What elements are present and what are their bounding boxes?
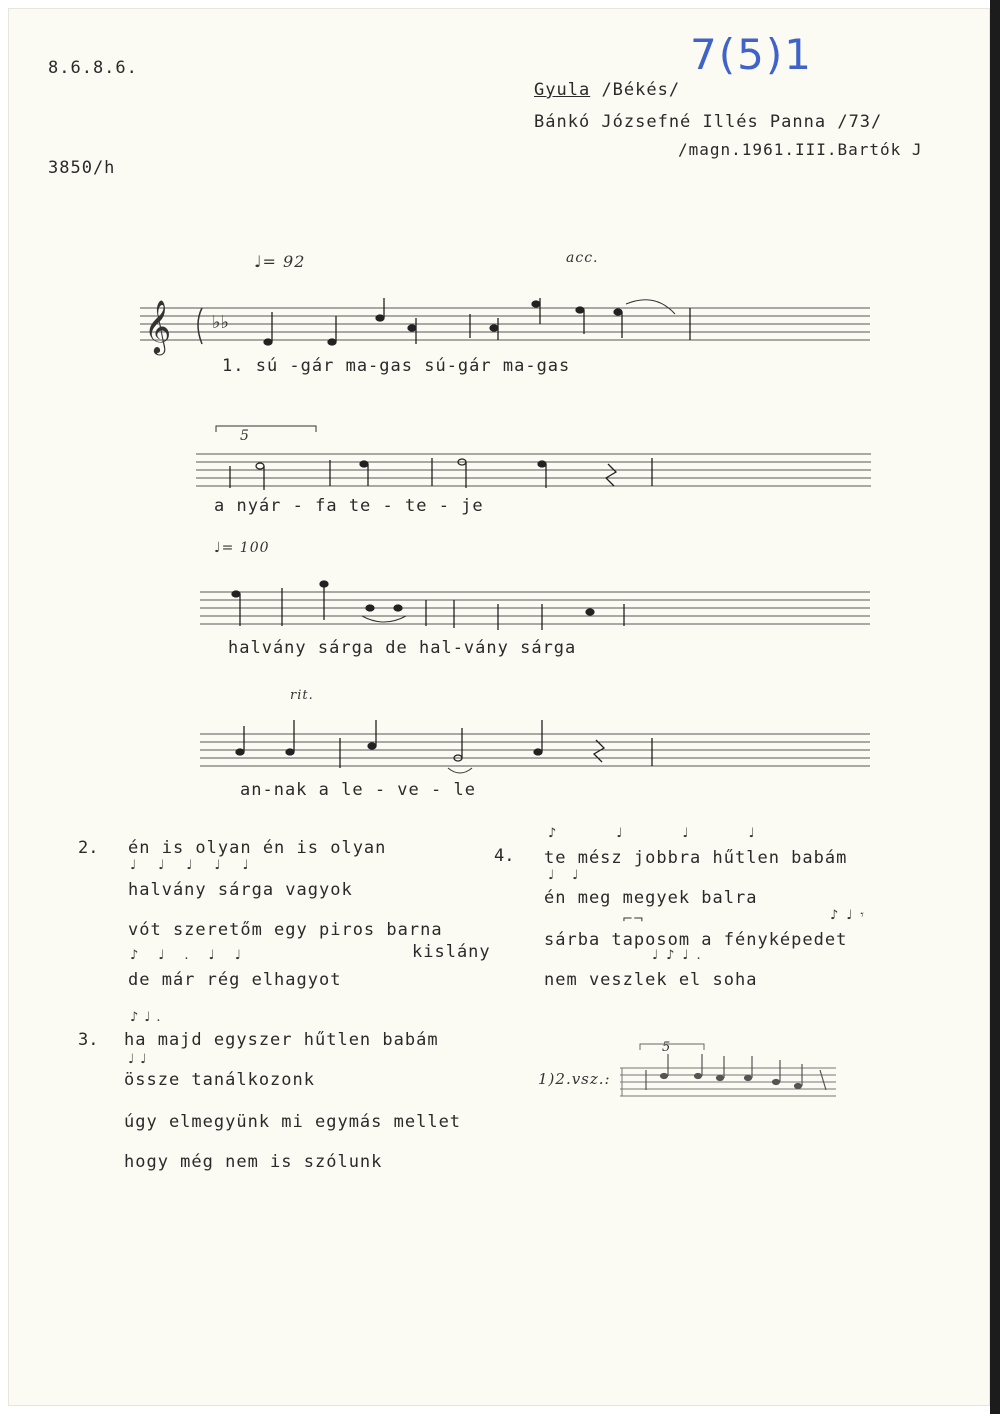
staff-3 <box>200 570 875 636</box>
svg-text:♭♭: ♭♭ <box>212 312 229 333</box>
svg-text:𝄞: 𝄞 <box>144 299 172 353</box>
staff-2 <box>196 424 876 494</box>
county-name: /Békés/ <box>601 80 681 100</box>
verse-3-line-1: ha majd egyszer hűtlen babám <box>124 1030 439 1050</box>
verse-4-line-3: sárba taposom a fényképedet <box>544 930 848 950</box>
verse-3-line-2: össze tanálkozonk <box>124 1070 315 1090</box>
rhythm-v3-b: ♩♩ <box>128 1052 153 1067</box>
accelerando-mark: acc. <box>566 250 599 266</box>
lyrics-line-1: 1. sú -gár ma-gas sú-gár ma-gas <box>222 356 571 376</box>
scan-edge <box>990 0 1000 1414</box>
verse-4-number: 4. <box>494 846 515 866</box>
meter-label: 8.6.8.6. <box>48 58 138 78</box>
rhythm-v4-c: ⌐¬ <box>622 912 644 927</box>
place-line <box>534 80 680 100</box>
singer-line: Bánkó Józsefné Illés Panna /73/ <box>534 112 883 132</box>
recording-line: /magn.1961.III.Bartók J <box>678 140 923 159</box>
verse-4-line-2: én meg megyek balra <box>544 888 758 908</box>
tempo-mark-1: ♩= 92 <box>254 252 306 271</box>
variant-staff <box>620 1040 840 1106</box>
verse-4-line-4: nem veszlek el soha <box>544 970 758 990</box>
rhythm-v2-b: ♪♩.♩♩ <box>130 948 261 963</box>
variant-tuplet: 5 <box>662 1040 672 1055</box>
rhythm-v3-a: ♪♩. <box>130 1010 167 1025</box>
verse-3-line-4: hogy még nem is szólunk <box>124 1152 383 1172</box>
rhythm-v2-a: ♩♩♩♩♩ <box>130 858 271 873</box>
staff-4 <box>200 714 875 784</box>
verse-3-line-3: úgy elmegyünk mi egymás mellet <box>124 1112 462 1132</box>
lyrics-line-2: a nyár - fa te - te - je <box>214 496 484 516</box>
verse-4-line-1: te mész jobbra hűtlen babám <box>544 848 848 868</box>
verse-2-line-3b: kislány <box>412 942 491 962</box>
rit-mark: rit. <box>290 688 314 703</box>
place-name: Gyula <box>534 80 591 100</box>
rhythm-v4-b: ♩♩ <box>548 868 597 883</box>
rhythm-v4-e: ♩♪♩. <box>652 948 709 963</box>
lyrics-line-4: an-nak a le - ve - le <box>240 780 476 800</box>
verse-2-line-2: halvány sárga vagyok <box>128 880 353 900</box>
verse-2-number: 2. <box>78 838 99 858</box>
verse-2-line-1: én is olyan én is olyan <box>128 838 387 858</box>
verse-2-line-3: vót szeretőm egy piros barna <box>128 920 443 940</box>
catalog-number: 3850/h <box>48 158 116 178</box>
rhythm-v4-a: ♪♩♩♩ <box>548 826 815 841</box>
tuplet-5-a: 5 <box>240 428 250 444</box>
verse-3-number: 3. <box>78 1030 99 1050</box>
archive-mark: 7(5)1 <box>690 30 813 79</box>
tempo-mark-2: ♩= 100 <box>214 540 270 556</box>
verse-2-line-4: de már rég elhagyot <box>128 970 342 990</box>
rhythm-v4-d: ♪♩𝄾 <box>830 908 872 923</box>
score-page <box>8 8 990 1406</box>
variant-label: 1)2.vsz.: <box>538 1070 611 1088</box>
lyrics-line-3: halvány sárga de hal-vány sárga <box>228 638 577 658</box>
